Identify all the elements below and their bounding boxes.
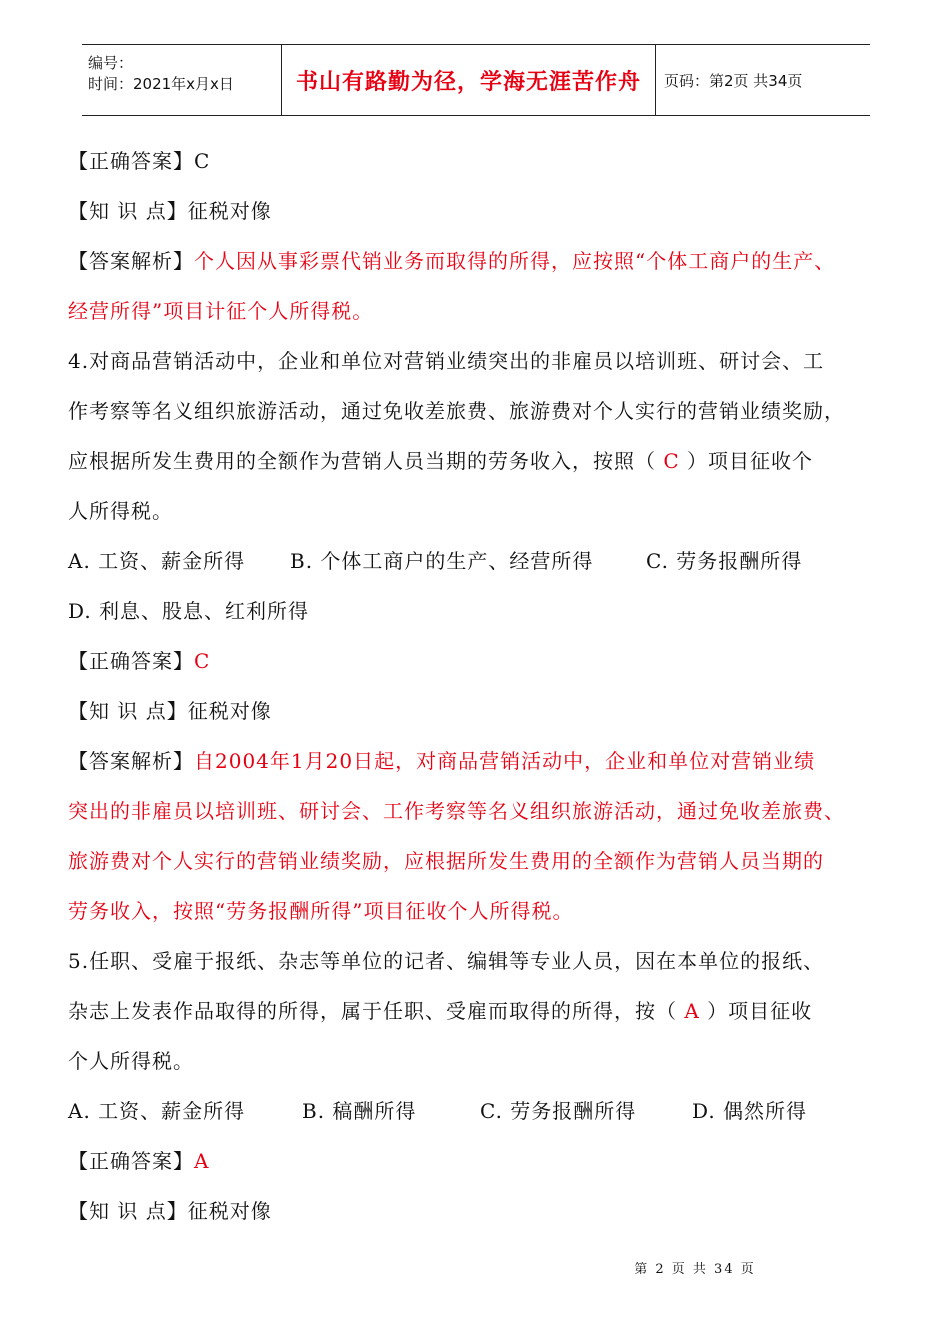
- blank-answer: C: [663, 449, 680, 473]
- q4-stem-line-3: [68, 446, 888, 476]
- option-d: D. 偶然所得: [692, 1099, 808, 1123]
- knowledge-label: 【知 识 点】: [68, 1199, 188, 1223]
- option-a: A. 工资、薪金所得: [68, 549, 246, 573]
- header-motto: 书山有路勤为径，学海无涯苦作舟: [282, 45, 656, 115]
- stem-text: 应根据所发生费用的全额作为营销人员当期的劳务收入，按照（: [68, 449, 664, 473]
- answer-value: A: [194, 1149, 210, 1173]
- q5-stem-line-1: 5.任职、受雇于报纸、杂志等单位的记者、编辑等专业人员，因在本单位的报纸、: [68, 949, 825, 973]
- q4-options-line-1: [68, 546, 888, 576]
- q4-analysis-line-3: 旅游费对个人实行的营销业绩奖励，应根据所发生费用的全额作为营销人员当期的: [68, 849, 824, 873]
- answer-label: 【正确答案】: [68, 649, 194, 673]
- q5-stem-line-3: 个人所得税。: [68, 1049, 194, 1073]
- q4-stem-line-2: 作考察等名义组织旅游活动，通过免收差旅费、旅游费对个人实行的营销业绩奖励，: [68, 399, 845, 423]
- knowledge-value: 征税对像: [187, 699, 272, 723]
- q3-knowledge-line: [68, 196, 888, 226]
- q4-knowledge-line: [68, 696, 888, 726]
- q5-knowledge-line: [68, 1196, 888, 1226]
- option-d: D. 利息、股息、红利所得: [68, 599, 310, 623]
- knowledge-label: 【知 识 点】: [68, 199, 188, 223]
- option-a: A. 工资、薪金所得: [68, 1099, 246, 1123]
- q4-options-line-2: [68, 596, 888, 626]
- option-b: B. 稿酬所得: [302, 1099, 417, 1123]
- q5-options-line: [68, 1096, 888, 1126]
- option-c: C. 劳务报酬所得: [646, 549, 803, 573]
- stem-text: 杂志上发表作品取得的所得，属于任职、受雇而取得的所得，按（: [68, 999, 685, 1023]
- option-b: B. 个体工商户的生产、经营所得: [290, 549, 594, 573]
- stem-text: ）项目征收个: [679, 449, 814, 473]
- analysis-text: 自2004年1月20日起，对商品营销活动中，企业和单位对营销业绩: [194, 749, 816, 773]
- serial-label: 编号：: [88, 54, 134, 72]
- q3-analysis-line-1: [68, 246, 888, 276]
- analysis-text: 个人因从事彩票代销业务而取得的所得，应按照“个体工商户的生产、: [194, 249, 836, 273]
- q4-stem-line-4: 人所得税。: [68, 499, 173, 523]
- option-c: C. 劳务报酬所得: [480, 1099, 637, 1123]
- q5-answer-line: [68, 1146, 888, 1176]
- q4-analysis-line-2: 突出的非雇员以培训班、研讨会、工作考察等名义组织旅游活动，通过免收差旅费、: [68, 799, 845, 823]
- stem-text: ）项目征收: [699, 999, 813, 1023]
- analysis-label: 【答案解析】: [68, 749, 194, 773]
- q4-answer-line: [68, 646, 888, 676]
- answer-label: 【正确答案】: [68, 149, 194, 173]
- knowledge-value: 征税对像: [187, 199, 272, 223]
- q3-analysis-line-2: 经营所得”项目计征个人所得税。: [68, 299, 374, 323]
- time-label: 时间：2021年x月x日: [88, 75, 234, 93]
- answer-label: 【正确答案】: [68, 1149, 194, 1173]
- q4-analysis-line-4: 劳务收入，按照“劳务报酬所得”项目征收个人所得税。: [68, 899, 574, 923]
- analysis-label: 【答案解析】: [68, 249, 194, 273]
- q3-answer-line: [68, 146, 888, 176]
- header-page-info: 页码：第2页 共34页: [664, 71, 803, 90]
- header-meta: [82, 45, 282, 115]
- q4-analysis-line-1: [68, 746, 888, 776]
- answer-value: C: [194, 649, 211, 673]
- knowledge-label: 【知 识 点】: [68, 699, 188, 723]
- knowledge-value: 征税对像: [187, 1199, 272, 1223]
- page-footer: 第 2 页 共 34 页: [634, 1262, 756, 1277]
- page-header: [82, 44, 870, 116]
- blank-answer: A: [684, 999, 700, 1023]
- q4-stem-line-1: 4.对商品营销活动中，企业和单位对营销业绩突出的非雇员以培训班、研讨会、工: [68, 349, 825, 373]
- q5-stem-line-2: [68, 996, 888, 1026]
- answer-value: C: [194, 149, 211, 173]
